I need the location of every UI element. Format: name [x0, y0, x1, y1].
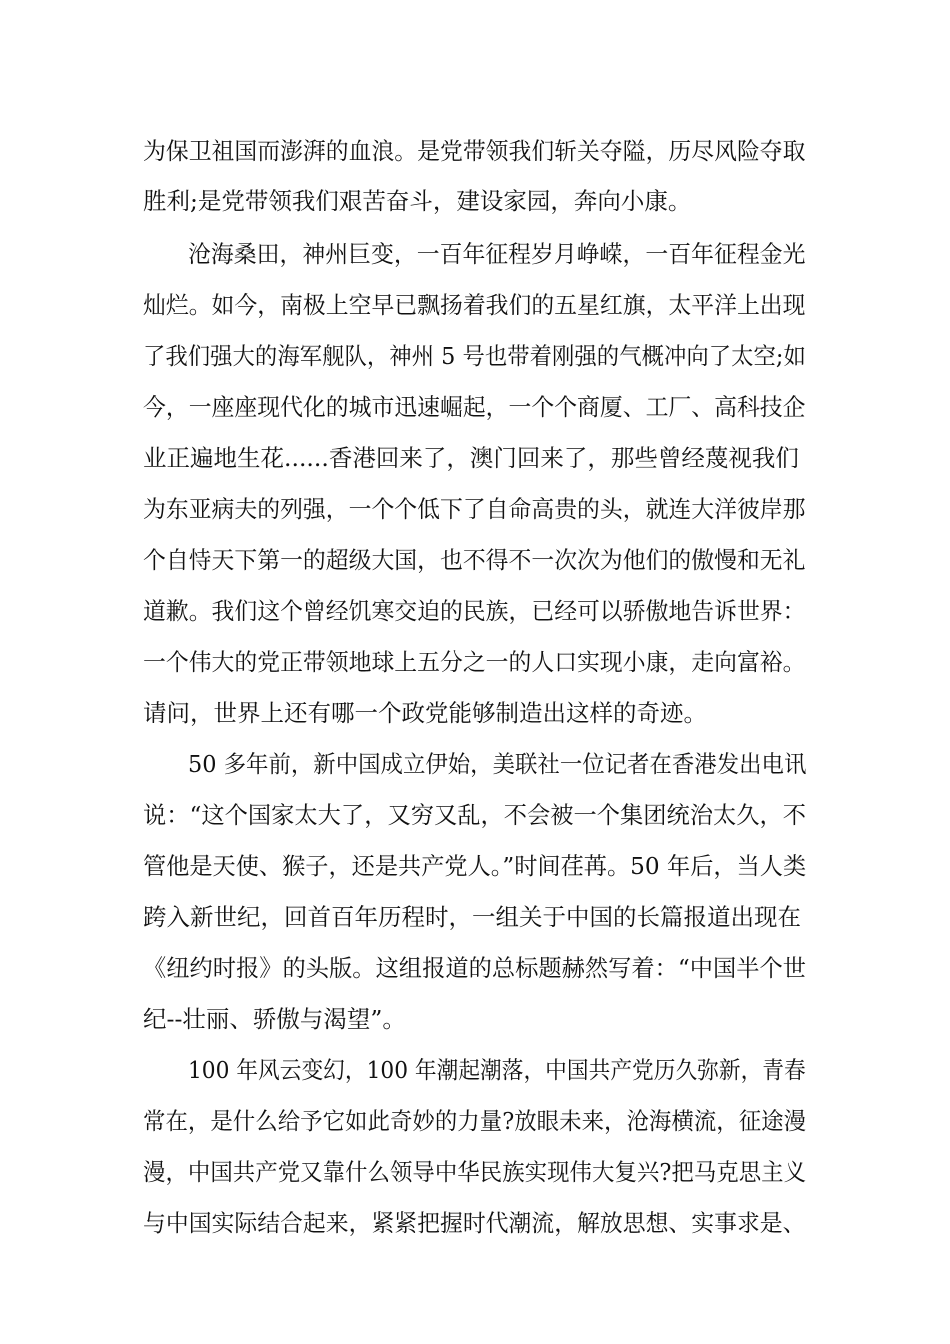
- line-text: 管他是天使、猴子，还是共产党人。”时间荏苒。50 年后，当人类: [143, 852, 807, 880]
- text-line: [0, 999, 950, 1039]
- text-line: [0, 181, 950, 221]
- text-line: [0, 642, 950, 682]
- line-text: 胜利;是党带领我们艰苦奋斗，建设家园，奔向小康。: [143, 187, 692, 215]
- line-text: 今，一座座现代化的城市迅速崛起，一个个商厦、工厂、高科技企: [143, 393, 806, 421]
- line-text: 100 年风云变幻，100 年潮起潮落，中国共产党历久弥新，青春: [188, 1056, 806, 1084]
- text-line: [0, 387, 950, 427]
- text-line: [0, 795, 950, 835]
- line-text: 为东亚病夫的列强，一个个低下了自命高贵的头，就连大洋彼岸那: [143, 495, 806, 523]
- text-line: [0, 285, 950, 325]
- text-line: [0, 897, 950, 937]
- text-line: [0, 131, 950, 171]
- line-text: 业正遍地生花......香港回来了，澳门回来了，那些曾经蔑视我们: [143, 444, 799, 472]
- text-line: [0, 1203, 950, 1243]
- line-text: 跨入新世纪，回首百年历程时，一组关于中国的长篇报道出现在: [143, 903, 801, 931]
- line-text: 与中国实际结合起来，紧紧把握时代潮流，解放思想、实事求是、: [143, 1209, 806, 1237]
- text-line: [0, 336, 950, 376]
- text-line: [0, 234, 950, 274]
- text-line: [0, 846, 950, 886]
- line-text: 纪--壮丽、骄傲与渴望”。: [143, 1005, 406, 1033]
- text-line: [0, 489, 950, 529]
- line-text: 请问，世界上还有哪一个政党能够制造出这样的奇迹。: [143, 699, 707, 727]
- line-text: 常在，是什么给予它如此奇妙的力量?放眼未来，沧海横流，征途漫: [143, 1107, 807, 1135]
- line-text: 说：“这个国家太大了，又穷又乱，不会被一个集团统治太久，不: [143, 801, 807, 829]
- line-text: 漫，中国共产党又靠什么领导中华民族实现伟大复兴?把马克思主义: [143, 1158, 807, 1186]
- line-text: 一个伟大的党正带领地球上五分之一的人口实现小康，走向富裕。: [143, 648, 806, 676]
- line-text: 沧海桑田，神州巨变，一百年征程岁月峥嵘，一百年征程金光: [188, 240, 806, 268]
- text-line: [0, 948, 950, 988]
- text-line: [0, 1152, 950, 1192]
- text-line: [0, 1050, 950, 1090]
- text-line: [0, 540, 950, 580]
- line-text: 了我们强大的海军舰队，神州 5 号也带着刚强的气概冲向了太空;如: [143, 342, 806, 370]
- text-line: [0, 693, 950, 733]
- text-line: [0, 438, 950, 478]
- line-text: 道歉。我们这个曾经饥寒交迫的民族，已经可以骄傲地告诉世界：: [143, 597, 806, 625]
- line-text: 《纽约时报》的头版。这组报道的总标题赫然写着：“中国半个世: [143, 954, 807, 982]
- text-line: [0, 591, 950, 631]
- line-text: 50 多年前，新中国成立伊始，美联社一位记者在香港发出电讯: [188, 750, 807, 778]
- text-line: [0, 1101, 950, 1141]
- text-line: [0, 744, 950, 784]
- line-text: 为保卫祖国而澎湃的血浪。是党带领我们斩关夺隘，历尽风险夺取: [143, 137, 806, 165]
- line-text: 灿烂。如今，南极上空早已飘扬着我们的五星红旗，太平洋上出现: [143, 291, 806, 319]
- line-text: 个自恃天下第一的超级大国，也不得不一次次为他们的傲慢和无礼: [143, 546, 806, 574]
